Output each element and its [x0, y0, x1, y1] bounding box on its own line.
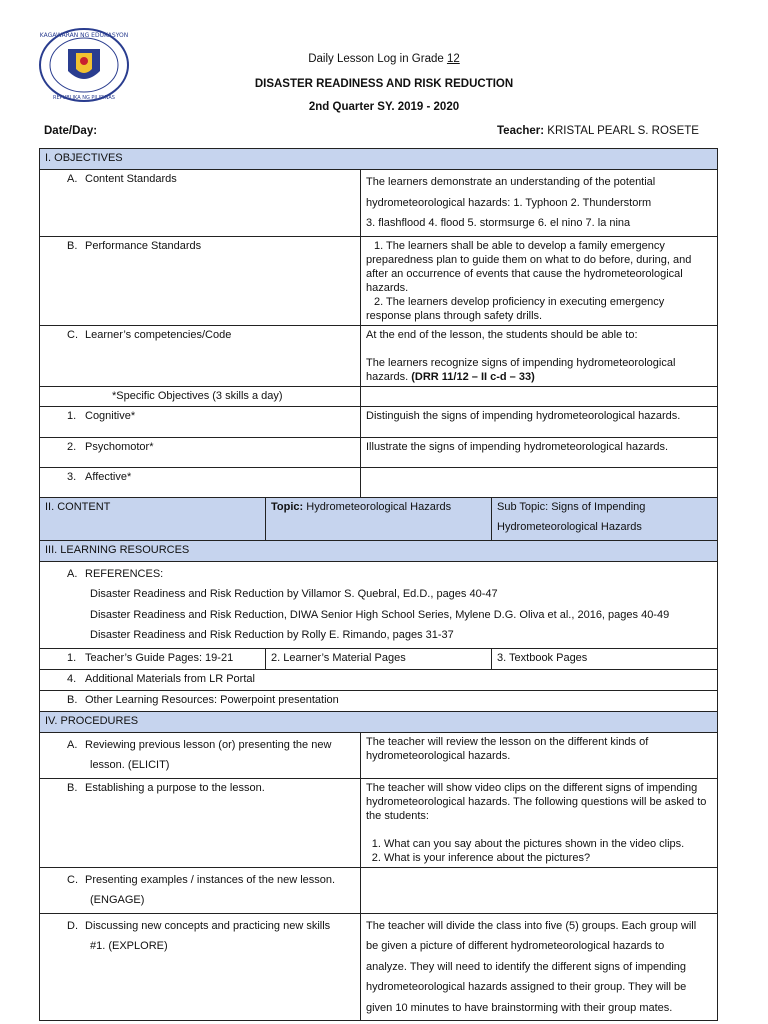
performance-standards-label: B. Performance Standards: [40, 236, 361, 325]
procedure-c-text: [361, 867, 718, 913]
procedures-heading: IV. PROCEDURES: [40, 711, 718, 732]
lesson-log-title: Daily Lesson Log in Grade 12: [308, 53, 460, 65]
seal-top-text: KAGAWARAN NG EDUKASYON: [39, 32, 129, 39]
affective-text: [361, 467, 718, 497]
content-heading: II. CONTENT: [40, 497, 266, 540]
procedure-d-label: D. Discussing new concepts and practicing new skills #1. (EXPLORE): [40, 913, 361, 1021]
additional-materials: 4. Additional Materials from LR Portal: [40, 669, 718, 690]
quarter-title: 2nd Quarter SY. 2019 - 2020: [308, 101, 460, 113]
specific-objectives-label: *Specific Objectives (3 skills a day): [40, 386, 361, 406]
references: A. REFERENCES: Disaster Readiness and Risk Reduction by Villamor S. Quebral, Ed.D., pages 40-47 Disaster Readiness and Risk Reduction, DIWA Senior High School Series, Mylene D.G. Oliva et al., 2016, pages 40-49 Disaster Readiness and Risk Reduction by Rolly E. Rimando, pages 31-37: [40, 561, 718, 648]
resources-heading: III. LEARNING RESOURCES: [40, 540, 718, 561]
psychomotor-label: 2. Psychomotor*: [40, 437, 361, 467]
procedure-a-text: The teacher will review the lesson on the different kinds of hydrometeorological hazards.: [361, 732, 718, 778]
lesson-log-table: [39, 148, 718, 1021]
performance-standards-text: 1. The learners shall be able to develop a family emergency preparedness plan to guide them on what to do before, during, and after an occurrence of events that cause the hydrometeorological hazards. 2. The learners develop proficiency in executing emergency response plans through safety drills.: [361, 236, 718, 325]
psychomotor-text: Illustrate the signs of impending hydrometeorological hazards.: [361, 437, 718, 467]
cognitive-text: Distinguish the signs of impending hydrometeorological hazards.: [361, 406, 718, 437]
other-resources: B. Other Learning Resources: Powerpoint presentation: [40, 690, 718, 711]
competencies-label: C. Learner’s competencies/Code: [40, 325, 361, 386]
content-standards-label: A. Content Standards: [40, 170, 361, 237]
objectives-heading: I. OBJECTIVES: [40, 149, 718, 170]
procedure-b-text: The teacher will show video clips on the different signs of impending hydrometeorological hazards. The following questions will be asked to the students: 1. What can you say about the pictures shown in the video clips. 2. What is your inference about the pictures?: [361, 778, 718, 867]
procedure-b-label: B. Establishing a purpose to the lesson.: [40, 778, 361, 867]
cognitive-label: 1. Cognitive*: [40, 406, 361, 437]
question-1: 1. What can you say about the pictures shown in the video clips.: [384, 837, 712, 851]
content-standards-text: The learners demonstrate an understanding of the potential hydrometeorological hazards: 1. Typhoon 2. Thunderstorm 3. flashflood 4. flood 5. stormsurge 6. el nino 7. la nina: [361, 170, 718, 237]
date-label: Date/Day:: [44, 125, 98, 137]
competencies-text: At the end of the lesson, the students should be able to: The learners recognize signs of impending hydrometeorological hazards. (DRR 11/12 – II c-d – 33): [361, 325, 718, 386]
deped-seal: [38, 27, 130, 103]
grade: 12: [446, 53, 460, 65]
procedure-c-label: C. Presenting examples / instances of the new lesson. (ENGAGE): [40, 867, 361, 913]
reference-3: Disaster Readiness and Risk Reduction by Rolly E. Rimando, pages 31-37: [90, 629, 454, 641]
seal-bottom-text: REPUBLIKA NG PILIPINAS: [53, 95, 115, 101]
affective-label: 3. Affective*: [40, 467, 361, 497]
reference-2: Disaster Readiness and Risk Reduction, DIWA Senior High School Series, Mylene D.G. Oliva et al., 2016, pages 40-49: [90, 608, 670, 621]
question-2: 2. What is your inference about the pictures?: [384, 851, 712, 865]
topic: Topic: Hydrometeorological Hazards: [266, 497, 492, 540]
subtopic: Sub Topic: Signs of Impending Hydrometeorological Hazards: [492, 497, 718, 540]
teacher-name: KRISTAL PEARL S. ROSETE: [544, 125, 699, 137]
teacher-line: Teacher: KRISTAL PEARL S. ROSETE: [497, 125, 699, 137]
procedure-a-label: A. Reviewing previous lesson (or) presenting the new lesson. (ELICIT): [40, 732, 361, 778]
teachers-guide-pages: 1. Teacher’s Guide Pages: 19-21: [40, 648, 266, 669]
learners-material-pages: 2. Learner’s Material Pages: [266, 648, 492, 669]
subject-title: DISASTER READINESS AND RISK REDUCTION: [254, 78, 514, 90]
textbook-pages: 3. Textbook Pages: [492, 648, 718, 669]
procedure-d-text: The teacher will divide the class into five (5) groups. Each group will be given a picture of different hydrometeorological hazards to analyze. They will need to identify the different signs of impending hydrometeorological hazards assigned to their group. They will be given 10 minutes to have brainstorming with their group mates.: [361, 913, 718, 1021]
reference-1: Disaster Readiness and Risk Reduction by Villamor S. Quebral, Ed.D., pages 40-47: [90, 588, 498, 600]
